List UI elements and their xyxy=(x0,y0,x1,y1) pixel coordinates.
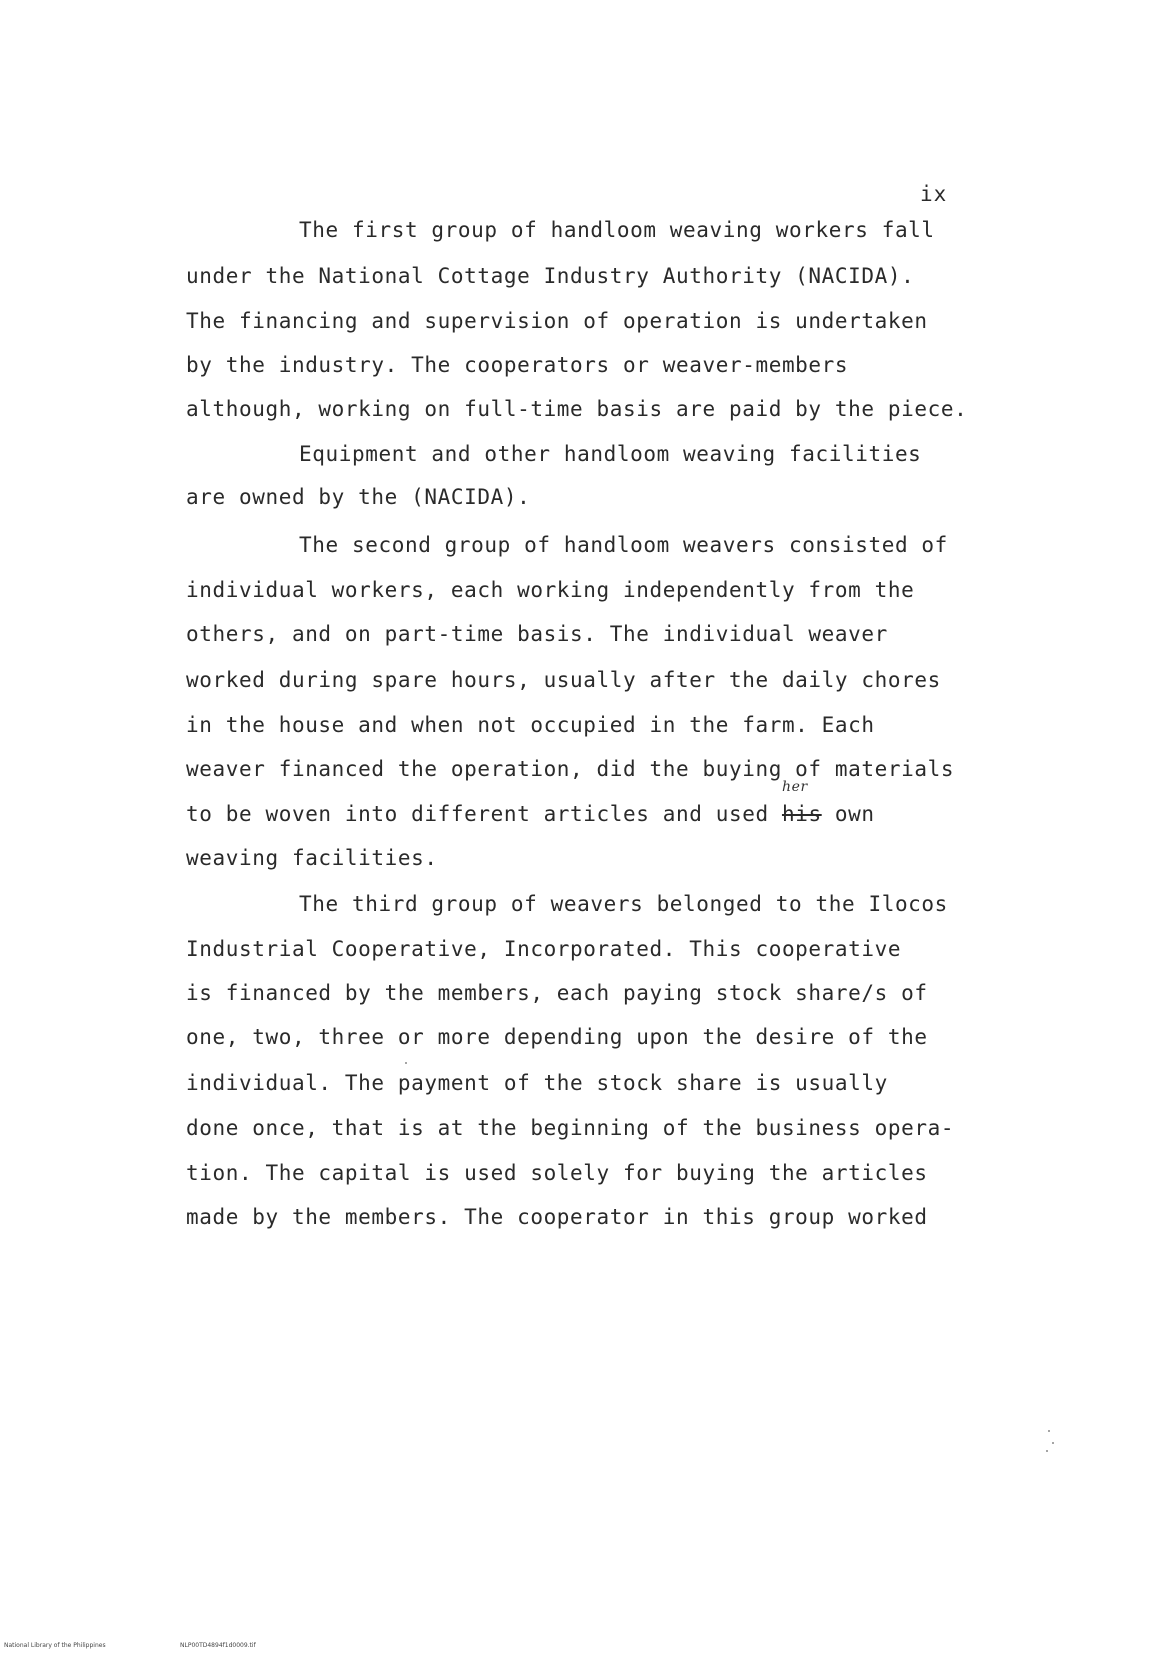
edited-line-after: own xyxy=(821,802,875,826)
scan-speck xyxy=(1052,1442,1054,1444)
text-line: Equipment and other handloom weaving facilities xyxy=(299,442,922,466)
text-line: weaver financed the operation, did the buying of materials xyxy=(186,757,955,781)
text-line: others, and on part-time basis. The individual weaver xyxy=(186,622,888,646)
struck-word: his her xyxy=(781,779,822,826)
footer-library: National Library of the Philippines xyxy=(4,1642,106,1649)
page-number: ix xyxy=(920,182,948,206)
edited-line-before: to be woven into different articles and used xyxy=(186,802,782,826)
footer-file-id: NLP00TD4894f1d0009.tif xyxy=(180,1642,256,1649)
text-line: The second group of handloom weavers consisted of xyxy=(299,533,948,557)
text-line: tion. The capital is used solely for buying the articles xyxy=(186,1161,928,1185)
text-line: is financed by the members, each paying stock share/s of xyxy=(186,981,928,1005)
text-line: The first group of handloom weaving workers fall xyxy=(299,218,935,242)
scan-speck xyxy=(1046,1450,1048,1452)
text-line-edited xyxy=(186,779,875,826)
text-line: by the industry. The cooperators or weaver-members xyxy=(186,353,849,377)
text-line: weaving facilities. xyxy=(186,846,438,870)
text-line: Industrial Cooperative, Incorporated. This cooperative xyxy=(186,937,902,961)
text-line: made by the members. The cooperator in this group worked xyxy=(186,1205,928,1229)
handwritten-correction: her xyxy=(781,779,808,795)
text-line: individual workers, each working independently from the xyxy=(186,578,915,602)
text-line: individual. The payment of the stock share is usually xyxy=(186,1071,888,1095)
scan-speck xyxy=(405,1062,407,1064)
text-line: although, working on full-time basis are paid by the piece. xyxy=(186,397,968,421)
text-line: in the house and when not occupied in the farm. Each xyxy=(186,713,875,737)
text-line: done once, that is at the beginning of the business opera- xyxy=(186,1116,955,1140)
text-line: one, two, three or more depending upon the desire of the xyxy=(186,1025,928,1049)
text-line: under the National Cottage Industry Authority (NACIDA). xyxy=(186,264,915,288)
text-line: The third group of weavers belonged to the Ilocos xyxy=(299,892,948,916)
text-line: are owned by the (NACIDA). xyxy=(186,485,531,509)
scan-speck xyxy=(1048,1430,1050,1432)
text-line: worked during spare hours, usually after the daily chores xyxy=(186,668,941,692)
text-line: The financing and supervision of operation is undertaken xyxy=(186,309,928,333)
